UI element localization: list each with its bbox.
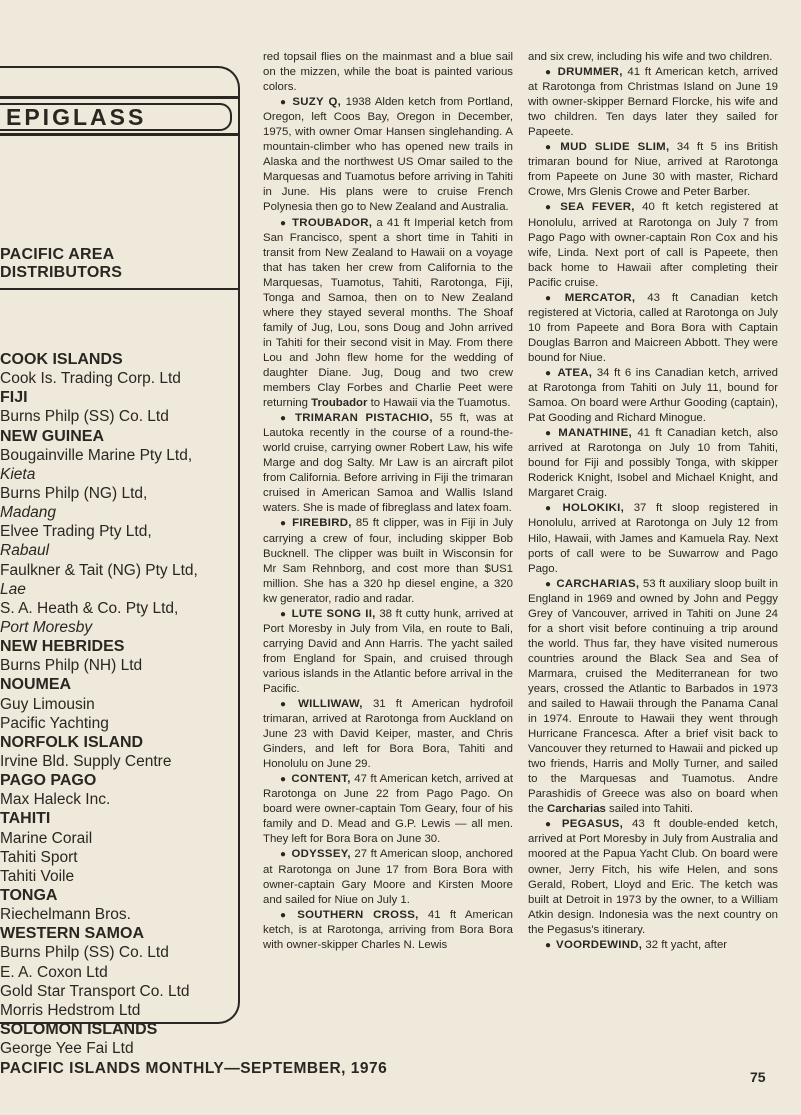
paragraph-text: and six crew, including his wife and two children.: [528, 51, 773, 63]
yacht-name-inline: Carcharias: [547, 803, 606, 816]
distributor-name: Guy Limousin: [0, 695, 95, 713]
bullet-icon: ●: [280, 217, 288, 229]
yacht-name: WILLIWAW,: [298, 698, 363, 711]
publication-footer: PACIFIC ISLANDS MONTHLY—SEPTEMBER, 1976: [0, 1060, 388, 1077]
bullet-icon: ●: [545, 578, 552, 590]
bullet-icon: ●: [545, 142, 556, 154]
region-heading: TAHITI: [0, 810, 51, 828]
region-heading: WESTERN SAMOA: [0, 925, 144, 943]
distributor-name: Burns Philp (SS) Co. Ltd: [0, 408, 169, 426]
region-heading: FIJI: [0, 389, 28, 407]
distributor-name: Morris Hedstrom Ltd: [0, 1001, 141, 1019]
paragraph-text: 1938 Alden ketch from Portland, Oregon, left Coos Bay, Oregon in December, 1975, with owner Omar Hansen singlehanding. A mountain-climber who has opened new trails in Alaska and the northwest US Omar sailed to the Marquesas and Tuamotus before arriving in Tahiti in June. His plans were to cruise French Polynesia then go to New Zealand and Australia.: [263, 96, 513, 214]
distributor-name: Pacific Yachting: [0, 714, 109, 732]
yacht-name: PEGASUS,: [561, 818, 624, 831]
paragraph-text: 41 ft American ketch, is at Rarotonga, arriving from Bora Bora with owner-skipper Charles N. Lewis: [263, 908, 513, 951]
yacht-entry: [263, 411, 513, 516]
distributor-location: Kieta: [0, 465, 36, 483]
distributor-name: E. A. Coxon Ltd: [0, 963, 108, 981]
paragraph-text: 41 ft Canadian ketch, also arrived at Rarotonga on July 10 from Tahiti, bound for Fiji and possibly Tonga, with skipper Roderick Knight, Isobel and Michael Knight, and Margaret Craig.: [528, 427, 778, 500]
distributor-name: Elvee Trading Pty Ltd,: [0, 523, 152, 541]
distributor-name: Burns Philp (SS) Co. Ltd: [0, 944, 169, 962]
distributors-heading: [0, 246, 240, 282]
distributor-name: Max Haleck Inc.: [0, 791, 111, 809]
distributor-name: Burns Philp (NG) Ltd,: [0, 484, 148, 502]
yacht-name: FIREBIRD,: [292, 517, 352, 530]
bullet-icon: ●: [280, 849, 287, 861]
distributor-name: Tahiti Sport: [0, 848, 78, 866]
article-column-1: [263, 50, 513, 953]
heading-divider: [0, 288, 240, 290]
paragraph-text: 34 ft 6 ins Canadian ketch, arrived at Rarotonga from Tahiti on July 11, bound for Samoa. On board were Arthur Gooding (captain), Pat Gooding and Richard Minogue.: [528, 366, 778, 425]
paragraph-text: 38 ft cutty hunk, arrived at Port Moresby in July from Vila, en route to Bali, carrying David and Ann Harris. The yacht sailed from England for Spain, and cruised through various islands in the Atlantic before arrival in the Pacific.: [263, 607, 513, 695]
distributor-name: Riechelmann Bros.: [0, 906, 131, 924]
region-heading: TONGA: [0, 886, 58, 904]
yacht-name: CONTENT,: [291, 773, 351, 786]
distributor-name: S. A. Heath & Co. Pty Ltd,: [0, 599, 179, 617]
yacht-entry: [263, 697, 513, 772]
paragraph-text: 37 ft sloop registered in Honolulu, arrived at Rarotonga on July 12 from Hilo, Hawaii, with James and Kamuela Ray. Next ports of call were to be Suwarrow and Pago Pago.: [528, 502, 778, 575]
paragraph-text: 34 ft 5 ins British trimaran bound for Niue, arrived at Rarotonga from Papeete on June 30 with master, Richard Crowe, Mrs Glenis Crowe and Peter Barber.: [528, 141, 779, 199]
distributor-name: Gold Star Transport Co. Ltd: [0, 982, 190, 1000]
distributor-name: Bougainville Marine Pty Ltd,: [0, 446, 193, 464]
yacht-entry: [263, 772, 513, 847]
bullet-icon: ●: [280, 97, 288, 109]
bullet-icon: ●: [280, 413, 290, 425]
region-heading: NEW HEBRIDES: [0, 638, 125, 656]
paragraph-text: 41 ft American ketch, arrived at Rarotonga from Christmas Island on June 19 with owner-skipper Bernard Florcke, his wife and two children. Ten days later they sailed for Papeete.: [528, 66, 778, 139]
region-heading: COOK ISLANDS: [0, 351, 123, 368]
bullet-icon: ●: [545, 939, 552, 951]
bullet-icon: ●: [280, 774, 287, 786]
yacht-name: SOUTHERN CROSS,: [297, 908, 419, 921]
distributor-name: Burns Philp (NH) Ltd: [0, 657, 143, 675]
bullet-icon: ●: [545, 503, 558, 515]
distributor-name: Faulkner & Tait (NG) Pty Ltd,: [0, 561, 198, 579]
yacht-name: TRIMARAN PISTACHIO,: [294, 412, 433, 425]
paragraph-text: 40 ft ketch registered at Honolulu, arrived at Rarotonga on July 7 from Pago Pago with owner-captain Ron Cox and his wife, Linda. Next port of call is Papeete, then back home to Hawaii after completing their Pacific cruise.: [528, 201, 778, 289]
yacht-name: DRUMMER,: [557, 66, 623, 79]
yacht-name: HOLOKIKI,: [562, 502, 625, 515]
yacht-name: SUZY Q,: [292, 96, 342, 109]
paragraph-text: to Hawaii via the Tuamotus.: [367, 397, 511, 410]
distributor-name: Marine Corail: [0, 829, 93, 847]
region-heading: SOLOMON ISLANDS: [0, 1020, 158, 1038]
bullet-icon: ●: [280, 608, 287, 620]
distributor-name: George Yee Fai Ltd: [0, 1040, 134, 1058]
paragraph-text: 27 ft American sloop, anchored at Rarotonga on June 17 from Bora Bora with owner-captain Gary Moore and Kirsten Moore and sailed for Niue on July 1.: [263, 848, 513, 906]
yacht-entry: [528, 577, 778, 818]
yacht-entry: [528, 291, 778, 366]
bullet-icon: ●: [545, 819, 557, 831]
distributor-name: Irvine Bld. Supply Centre: [0, 752, 172, 770]
epiglass-logo: [0, 96, 240, 136]
yacht-entry: [263, 607, 513, 697]
yacht-entry: [528, 938, 778, 953]
yacht-name-inline: Troubador: [311, 397, 368, 410]
article-column-2: [528, 50, 778, 953]
paragraph-text: 85 ft clipper, was in Fiji in July carrying a crew of four, including skipper Bob Bucknell. The clipper was built in Wisconsin for Mr Sam Rehnborg, and cost more than $US1 million. She has a 320 hp diesel engine, a 320 kw generator, radio and radar.: [263, 517, 514, 605]
yacht-entry: [528, 426, 778, 501]
yacht-name: ODYSSEY,: [291, 848, 351, 861]
paragraph-text: sailed into Tahiti.: [605, 803, 694, 816]
yacht-name: ATEA,: [557, 366, 593, 379]
yacht-name: MANATHINE,: [558, 427, 632, 440]
epiglass-advertisement: [0, 66, 240, 1058]
region-heading: PAGO PAGO: [0, 772, 97, 790]
bullet-icon: ●: [545, 202, 556, 214]
distributors-heading-line: DISTRIBUTORS: [0, 264, 123, 281]
region-heading: NORFOLK ISLAND: [0, 733, 144, 751]
bullet-icon: ●: [545, 367, 553, 379]
bullet-icon: ●: [545, 67, 553, 79]
continued-paragraph: [263, 50, 513, 95]
distributor-location: Lae: [0, 580, 26, 598]
paragraph-text: 43 ft double-ended ketch, arrived at Port Moresby in July from Australia and moored at the Papua Yacht Club. On board were owner, Jerry Fitch, his wife Helen, and sons Gerald, Robert, Lloyd and Eric. The ketch was built at Detroit in 1973 by the owner, to a William Atkin design. Indonesia was the next country on the Pegasus's itinerary.: [528, 818, 778, 936]
yacht-name: CARCHARIAS,: [556, 577, 640, 590]
bullet-icon: ●: [280, 699, 294, 711]
bullet-icon: ●: [545, 292, 560, 304]
yacht-entry: [263, 216, 513, 412]
paragraph-text: 43 ft Canadian ketch registered at Victoria, called at Rarotonga on July 10 from Papeete and Bora Bora with Captain Douglas Barron and Maicreen Abbott. They were bound for Niue.: [528, 291, 778, 364]
page-number: 75: [750, 1069, 766, 1085]
distributor-list: [0, 350, 240, 1058]
distributors-heading-line: PACIFIC AREA: [0, 246, 115, 263]
epiglass-logo-text: EPIGLASS: [0, 103, 232, 131]
yacht-entry: [528, 501, 778, 576]
distributor-location: Port Moresby: [0, 618, 93, 636]
yacht-entry: [263, 847, 513, 907]
region-heading: NEW GUINEA: [0, 427, 104, 445]
yacht-entry: [528, 366, 778, 426]
yacht-entry: [528, 200, 778, 290]
yacht-entry: [263, 908, 513, 953]
bullet-icon: ●: [545, 428, 554, 440]
paragraph-text: 55 ft, was at Lautoka recently in the course of a round-the-world cruise, carrying owner Robert Law, his wife Marge and dog Salty. Mr Law is an aircraft pilot from California. Before arriving in Fiji the trimaran cruised in American Samoa and Wallis Island waters. She is made of fibreglass and latex foam.: [263, 412, 513, 515]
yacht-name: VOORDEWIND,: [556, 938, 643, 951]
paragraph-text: 53 ft auxiliary sloop built in England in 1969 and owned by John and Peggy Grey of Vancouver, arrived in Tahiti on June 24 for a short visit before continuing a trip around the world. Thus far, they have visited numerous countries around the Black Sea and Sea of Marmara, cruised the Mediterranean for two years, crossed the Atlantic to Barbados in 1973 and sailed to Hawaii through the Panama Canal in 1974. Enroute to Hawaii they went through Hurricane Francesca. After a brief visit back to Vancouver they returned to Hawaii and picked up two friends, Harris and Molly Turner, and sailed to the Marquesas and Tuamotus. Andre Parashidis of Greece was also on board when the: [528, 577, 779, 816]
yacht-name: MERCATOR,: [564, 291, 636, 304]
region-heading: NOUMEA: [0, 676, 72, 694]
paragraph-text: 32 ft yacht, after: [642, 938, 728, 951]
yacht-name: LUTE SONG II,: [291, 607, 376, 620]
yacht-name: TROUBADOR,: [292, 216, 373, 229]
paragraph-text: a 41 ft Imperial ketch from San Francisco, spent a short time in Tahiti in transit from New Zealand to Hawaii on a voyage that has taken her crew from California to the Marquesas, Tuamotus, Tahiti, Rarotonga, Fiji, Tonga and Samoa, then on to New Zealand where they stayed several months. The Shoaf family of Jug, Lou, sons Doug and John arrived in Tahiti for their second visit in May. From there Lou and John flew home for the wedding of daughter Diane. Jug, Doug and two crew members Clay Forbes and Charlie Peet were returning: [263, 216, 513, 410]
distributor-name: Tahiti Voile: [0, 867, 75, 885]
continued-paragraph: [528, 50, 778, 65]
yacht-name: MUD SLIDE SLIM,: [560, 141, 670, 154]
paragraph-text: 47 ft American ketch, arrived at Rarotonga on June 22 from Pago Pago. On board were owner-captain Tom Geary, four of his family and D. Mead and G.P. Lewis — all men. They left for Bora Bora on June 30.: [263, 773, 513, 846]
distributor-location: Madang: [0, 504, 57, 522]
yacht-entry: [263, 95, 513, 215]
yacht-entry: [263, 516, 513, 606]
yacht-name: SEA FEVER,: [560, 201, 635, 214]
distributor-name: Cook Is. Trading Corp. Ltd: [0, 370, 181, 388]
paragraph-text: red topsail flies on the mainmast and a blue sail on the mizzen, while the boat is painted various colors.: [263, 51, 513, 94]
yacht-entry: [528, 817, 778, 937]
paragraph-text: 31 ft American hydrofoil trimaran, arrived at Rarotonga from Auckland on June 23 with David Keiper, master, and Chris Ginders, and left for Bora Bora, Tahiti and Honolulu on June 29.: [263, 698, 513, 771]
distributor-location: Rabaul: [0, 542, 50, 560]
bullet-icon: ●: [280, 518, 288, 530]
yacht-entry: [528, 140, 778, 200]
yacht-entry: [528, 65, 778, 140]
bullet-icon: ●: [280, 909, 293, 921]
